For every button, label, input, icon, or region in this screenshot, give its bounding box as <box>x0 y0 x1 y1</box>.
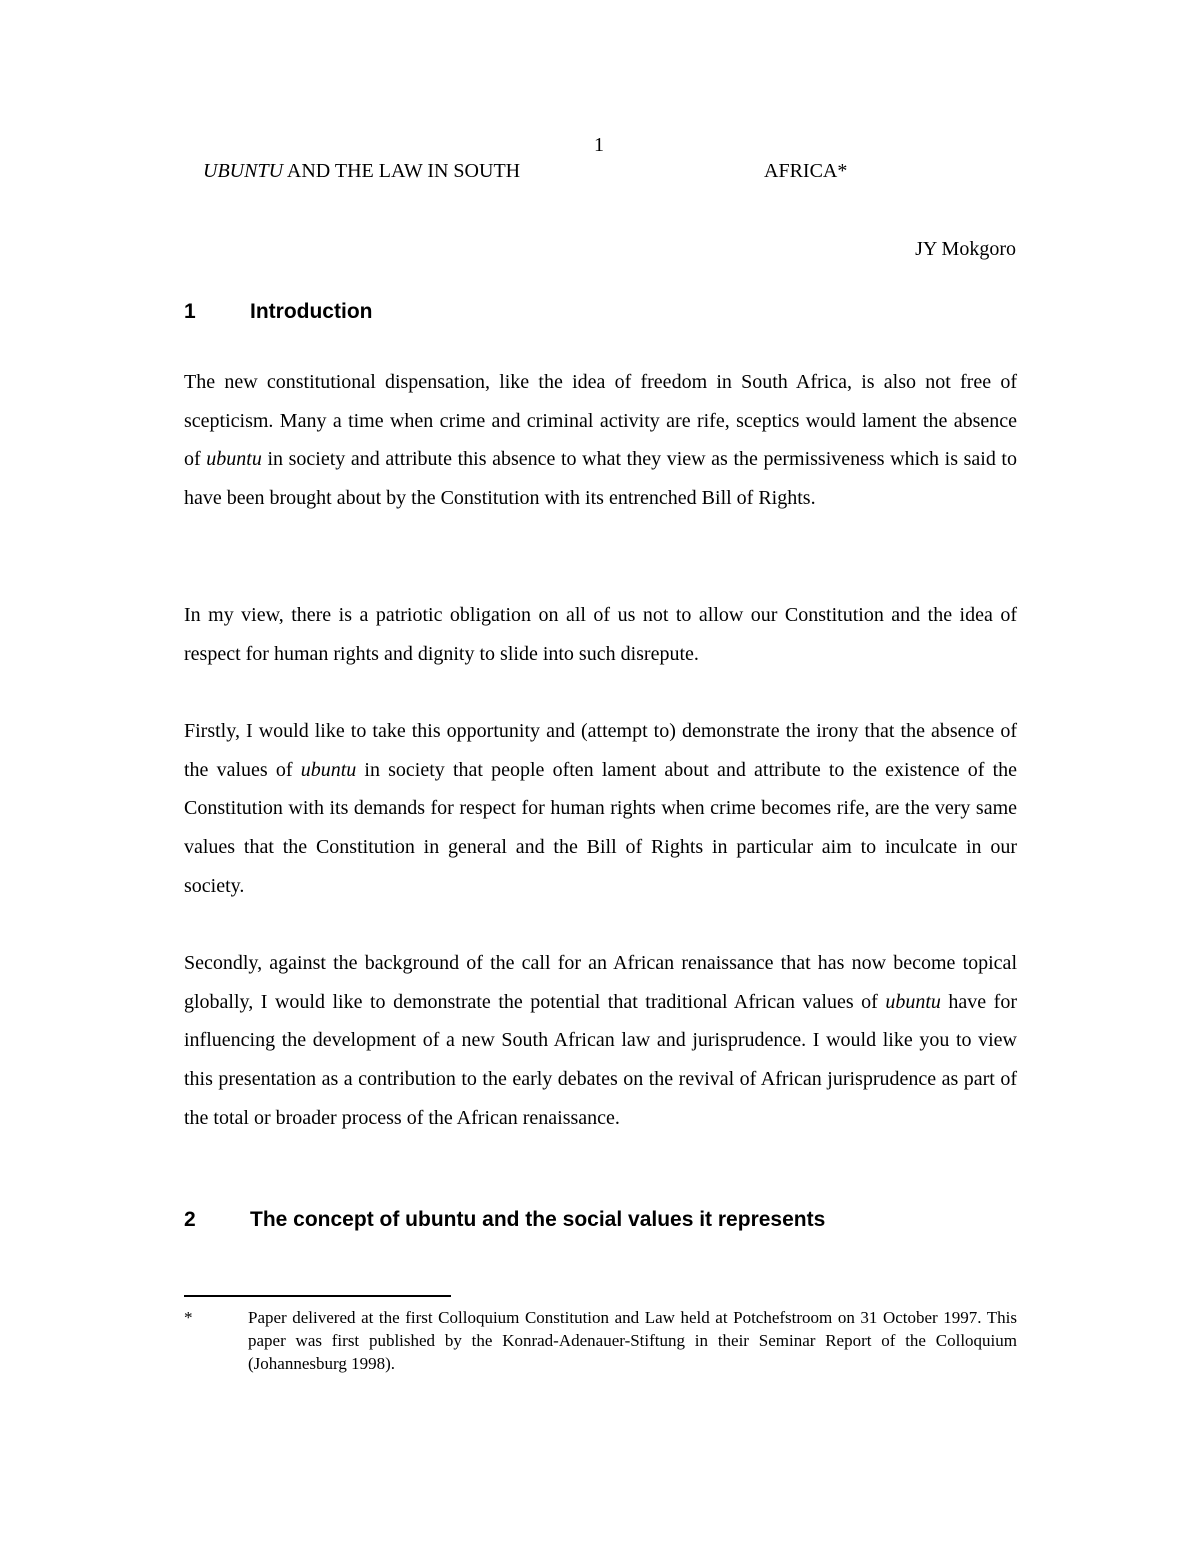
footnote-text: Paper delivered at the first Colloquium Constitution and Law held at Potchefstroom on 31 October 1997. This paper was first published by the Konrad-Adenauer-Stiftung in their Seminar Report of the Colloquium (Johannesburg 1998). <box>248 1308 1017 1373</box>
section-2-number: 2 <box>184 1208 196 1231</box>
paragraph-4-text-b: have for influencing the development of a new South African law and jurisprudence. I would like you to view this presentation as a contribution to the early debates on the revival of African jurisprudence as part of the total or broader process of the African renaissance. <box>184 990 1017 1129</box>
footnote-separator <box>184 1295 451 1297</box>
paragraph-3 <box>184 712 1017 906</box>
paragraph-1 <box>184 363 1017 518</box>
title-left-text: AND THE LAW IN SOUTH <box>283 160 521 182</box>
paragraph-1-text-a: The new constitutional dispensation, like the idea of freedom in South Africa, is also not free of scepticism. Many a time when crime and criminal activity are rife, sceptics would lament the absence of <box>184 371 1017 471</box>
paragraph-1-text-b: in society and attribute this absence to what they view as the permissiveness which is said to have been brought about by the Constitution with its entrenched Bill of Rights. <box>184 448 1017 510</box>
paragraph-3-text-b: in society that people often lament about and attribute to the existence of the Constitution with its demands for respect for human rights when crime becomes rife, are the very same values that the Constitution in general and the Bill of Rights in particular aim to inculcate in our society. <box>184 758 1018 897</box>
paragraph-4-text-a: Secondly, against the background of the call for an African renaissance that has now become topical globally, I would like to demonstrate the potential that traditional African values of <box>184 952 1017 1013</box>
ubuntu-term: ubuntu <box>885 990 941 1013</box>
section-2-title: The concept of ubuntu and the social values it represents <box>250 1208 826 1231</box>
ubuntu-term: ubuntu <box>300 758 357 781</box>
author-name: JY Mokgoro <box>915 238 1016 260</box>
title-italic-word: UBUNTU <box>203 160 284 182</box>
paragraph-3-text-a: Firstly, I would like to take this opportunity and (attempt to) demonstrate the irony that the absence of the values of <box>184 720 1017 781</box>
footnote-marker: * <box>184 1308 193 1327</box>
section-1-title: Introduction <box>250 300 373 323</box>
document-title-right: AFRICA* <box>764 160 848 182</box>
section-1-number: 1 <box>184 300 196 323</box>
paragraph-2: In my view, there is a patriotic obligation on all of us not to allow our Constitution and the idea of respect for human rights and dignity to slide into such disrepute. <box>184 604 1017 665</box>
document-title <box>203 160 520 183</box>
page-number: 1 <box>594 134 604 156</box>
paragraph-4 <box>184 944 1017 1138</box>
ubuntu-term: ubuntu <box>206 448 262 471</box>
